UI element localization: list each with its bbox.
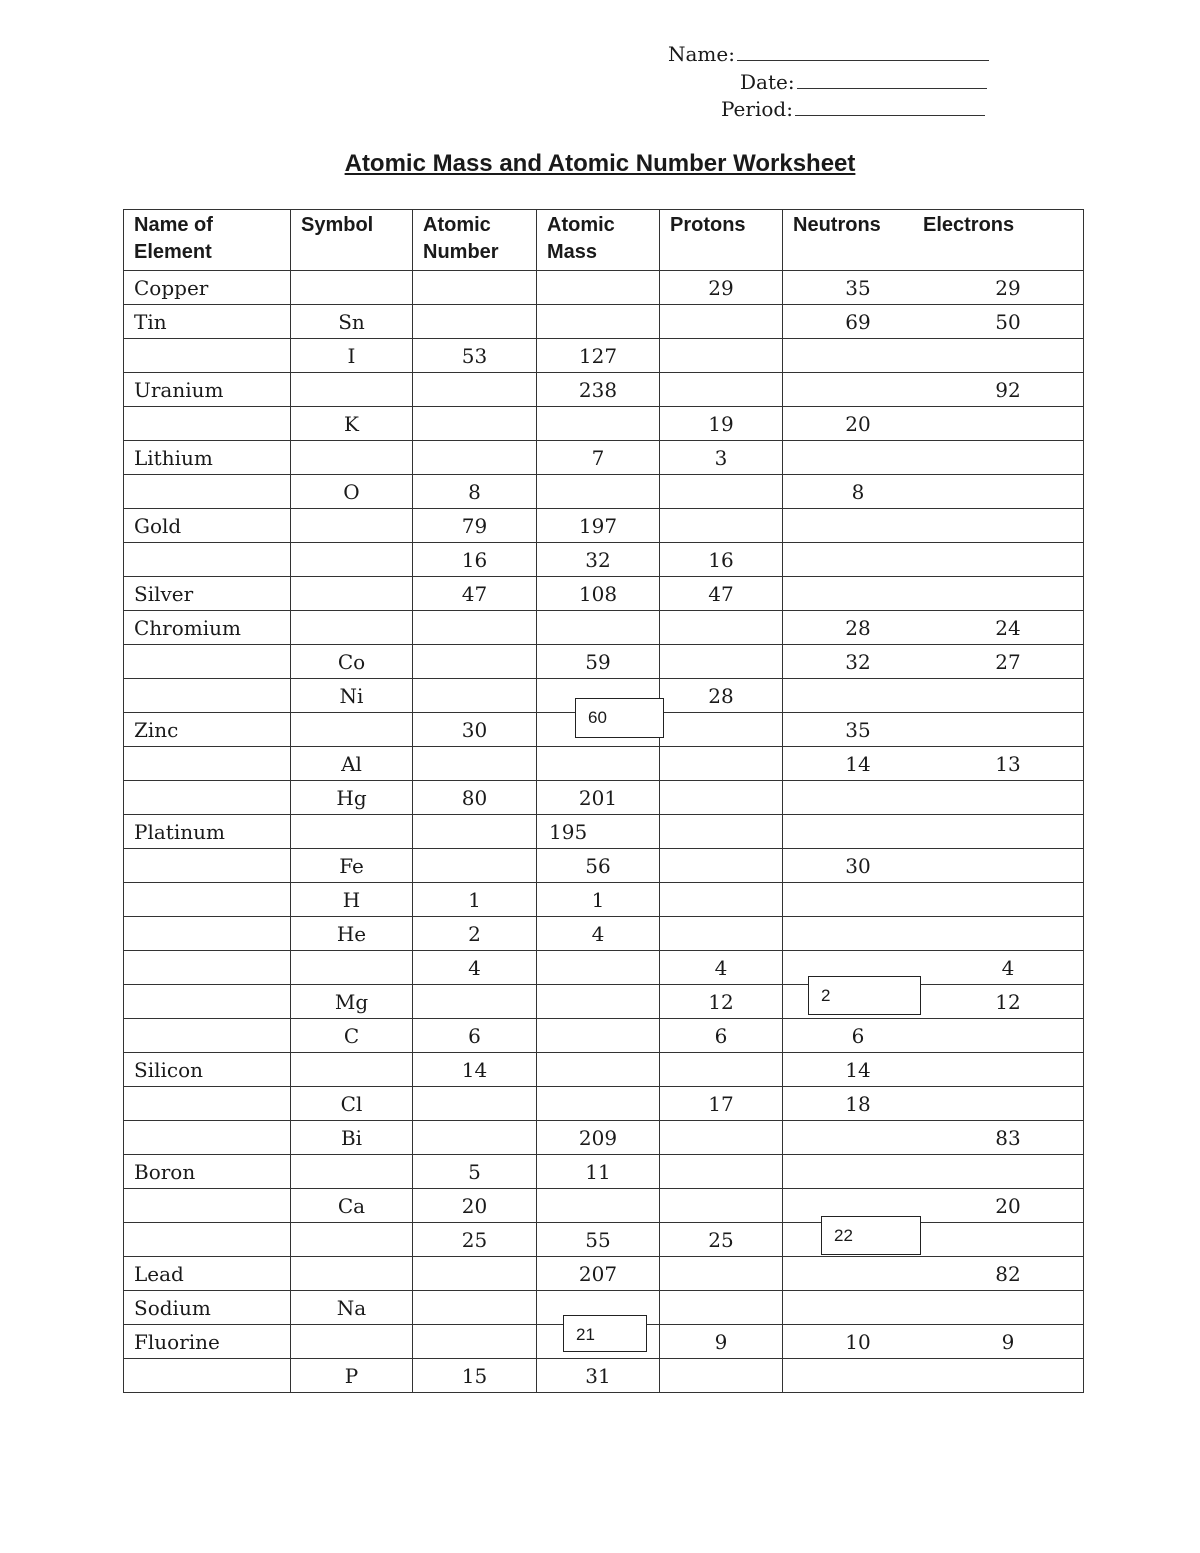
table-row [124,917,1084,951]
atomic-mass-cell[interactable]: 56 [537,849,660,883]
neutrons-electrons-cell[interactable] [783,781,1084,815]
symbol-cell[interactable]: Fe [291,849,413,883]
protons-cell[interactable] [660,815,783,849]
element-name-cell[interactable] [124,1189,291,1223]
neutrons-electrons-cell[interactable] [783,577,1084,611]
protons-cell[interactable]: 6 [660,1019,783,1053]
table-row [124,849,1084,883]
neutrons-electrons-cell[interactable] [783,305,1084,339]
atomic-mass-cell[interactable] [537,1189,660,1223]
neutrons-electrons-cell[interactable] [783,1121,1084,1155]
neutrons-value[interactable]: 14 [845,1057,871,1082]
atomic-mass-cell[interactable]: 7 [537,441,660,475]
element-name-cell[interactable] [124,645,291,679]
element-name-cell[interactable]: Boron [124,1155,291,1189]
page-title: Atomic Mass and Atomic Number Worksheet [344,150,856,177]
atomic-number-cell[interactable]: 8 [413,475,537,509]
table-row [124,407,1084,441]
neutrons-electrons-cell[interactable] [783,1359,1084,1393]
atomic-mass-cell[interactable]: 209 [537,1121,660,1155]
atomic-number-cell[interactable] [413,1087,537,1121]
atomic-number-cell[interactable] [413,1325,537,1359]
table-row [124,305,1084,339]
neutrons-electrons-cell[interactable] [783,883,1084,917]
col-header-neutrons: Neutrons [793,214,881,236]
protons-cell[interactable] [660,1257,783,1291]
table-row [124,985,1084,1019]
element-name-cell[interactable] [124,951,291,985]
protons-cell[interactable]: 19 [660,407,783,441]
table-header-row [124,210,1084,271]
element-name-cell[interactable]: Sodium [124,1291,291,1325]
symbol-cell[interactable]: Na [291,1291,413,1325]
atomic-number-cell[interactable]: 14 [413,1053,537,1087]
symbol-cell[interactable]: He [291,917,413,951]
table-row [124,747,1084,781]
atomic-mass-cell[interactable] [537,951,660,985]
protons-cell[interactable] [660,339,783,373]
neutrons-value[interactable]: 28 [845,615,871,640]
symbol-cell[interactable]: Co [291,645,413,679]
symbol-cell[interactable]: Hg [291,781,413,815]
symbol-cell[interactable] [291,611,413,645]
protons-cell[interactable] [660,305,783,339]
protons-cell[interactable]: 4 [660,951,783,985]
protons-cell[interactable] [660,1359,783,1393]
atomic-number-cell[interactable]: 25 [413,1223,537,1257]
atomic-number-cell[interactable]: 15 [413,1359,537,1393]
atomic-number-cell[interactable] [413,305,537,339]
neutrons-value[interactable]: 35 [845,717,871,742]
neutrons-electrons-cell[interactable] [783,1155,1084,1189]
atomic-number-cell[interactable]: 2 [413,917,537,951]
name-field[interactable] [668,42,989,66]
element-name-cell[interactable] [124,339,291,373]
symbol-cell[interactable] [291,1257,413,1291]
atomic-mass-cell[interactable]: 197 [537,509,660,543]
element-name-cell[interactable]: Lithium [124,441,291,475]
protons-cell[interactable] [660,1053,783,1087]
symbol-cell[interactable]: C [291,1019,413,1053]
col-header-neutrons-electrons [783,210,1084,271]
answer-box[interactable]: 22 [821,1216,921,1255]
protons-cell[interactable] [660,1291,783,1325]
atomic-number-cell[interactable] [413,271,537,305]
symbol-cell[interactable] [291,509,413,543]
atomic-mass-cell[interactable] [537,475,660,509]
element-name-cell[interactable]: Fluorine [124,1325,291,1359]
atomic-number-cell[interactable]: 1 [413,883,537,917]
element-name-cell[interactable]: Zinc [124,713,291,747]
date-label: Date: [740,70,795,94]
protons-cell[interactable]: 47 [660,577,783,611]
table-row [124,815,1084,849]
electrons-value[interactable]: 50 [995,309,1021,334]
answer-box[interactable]: 2 [808,976,921,1015]
name-blank[interactable] [737,42,989,61]
atomic-mass-cell[interactable]: 32 [537,543,660,577]
element-name-cell[interactable] [124,679,291,713]
symbol-cell[interactable]: I [291,339,413,373]
element-name-cell[interactable]: Copper [124,271,291,305]
atomic-number-cell[interactable] [413,645,537,679]
table-row [124,577,1084,611]
atomic-number-cell[interactable] [413,407,537,441]
electrons-value[interactable]: 29 [995,275,1021,300]
symbol-cell[interactable] [291,713,413,747]
neutrons-value[interactable]: 10 [845,1329,871,1354]
neutrons-value[interactable]: 18 [845,1091,871,1116]
atomic-number-cell[interactable]: 53 [413,339,537,373]
neutrons-value[interactable]: 30 [845,853,871,878]
table-row [124,373,1084,407]
protons-cell[interactable]: 16 [660,543,783,577]
protons-cell[interactable] [660,475,783,509]
period-field[interactable] [721,97,985,121]
atomic-mass-cell[interactable] [537,1019,660,1053]
symbol-cell[interactable] [291,1223,413,1257]
table-row [124,339,1084,373]
name-label: Name: [668,42,735,66]
electrons-value[interactable]: 92 [995,377,1021,402]
symbol-cell[interactable] [291,1325,413,1359]
protons-cell[interactable] [660,1189,783,1223]
protons-cell[interactable] [660,509,783,543]
element-name-cell[interactable] [124,407,291,441]
date-field[interactable] [740,70,987,94]
atomic-mass-cell[interactable] [537,305,660,339]
atomic-number-cell[interactable]: 80 [413,781,537,815]
col-header-name: Name of Element [124,210,291,271]
electrons-value[interactable]: 83 [995,1125,1021,1150]
atomic-mass-cell[interactable]: 238 [537,373,660,407]
symbol-cell[interactable] [291,441,413,475]
atomic-mass-cell[interactable]: 31 [537,1359,660,1393]
table-row [124,509,1084,543]
atomic-number-cell[interactable]: 79 [413,509,537,543]
table-row [124,1087,1084,1121]
atomic-mass-cell[interactable]: 1 [537,883,660,917]
atomic-number-cell[interactable] [413,1257,537,1291]
element-name-cell[interactable]: Chromium [124,611,291,645]
atomic-number-cell[interactable]: 16 [413,543,537,577]
protons-cell[interactable] [660,645,783,679]
symbol-cell[interactable] [291,373,413,407]
protons-cell[interactable] [660,849,783,883]
atomic-mass-cell[interactable] [537,985,660,1019]
table-row [124,1189,1084,1223]
element-name-cell[interactable]: Silver [124,577,291,611]
element-name-cell[interactable]: Silicon [124,1053,291,1087]
table-row [124,441,1084,475]
element-name-cell[interactable] [124,849,291,883]
atomic-mass-cell[interactable] [537,407,660,441]
symbol-cell[interactable]: Al [291,747,413,781]
table-row [124,1223,1084,1257]
neutrons-electrons-cell[interactable] [783,441,1084,475]
symbol-cell[interactable]: Bi [291,1121,413,1155]
protons-cell[interactable] [660,1155,783,1189]
table-row [124,543,1084,577]
atomic-number-cell[interactable]: 4 [413,951,537,985]
table-row [124,1121,1084,1155]
atomic-number-cell[interactable]: 47 [413,577,537,611]
protons-cell[interactable] [660,1121,783,1155]
protons-cell[interactable]: 29 [660,271,783,305]
element-name-cell[interactable] [124,543,291,577]
table-row [124,271,1084,305]
protons-cell[interactable]: 25 [660,1223,783,1257]
atomic-mass-cell[interactable]: 11 [537,1155,660,1189]
neutrons-value[interactable]: 32 [845,649,871,674]
element-name-cell[interactable] [124,917,291,951]
atomic-number-cell[interactable] [413,985,537,1019]
symbol-cell[interactable]: O [291,475,413,509]
neutrons-electrons-cell[interactable] [783,1019,1084,1053]
electrons-value[interactable]: 20 [995,1193,1021,1218]
element-name-cell[interactable] [124,475,291,509]
neutrons-electrons-cell[interactable] [783,271,1084,305]
col-header-symbol: Symbol [291,210,413,271]
worksheet-table [123,209,1084,1393]
neutrons-electrons-cell[interactable] [783,645,1084,679]
atomic-mass-cell[interactable] [537,611,660,645]
atomic-mass-cell[interactable] [537,1087,660,1121]
atomic-mass-cell[interactable]: 207 [537,1257,660,1291]
atomic-number-cell[interactable] [413,373,537,407]
electrons-value[interactable]: 82 [995,1261,1021,1286]
symbol-cell[interactable] [291,951,413,985]
element-name-cell[interactable]: Tin [124,305,291,339]
symbol-cell[interactable] [291,815,413,849]
col-header-atomic-mass: Atomic Mass [537,210,660,271]
atomic-number-cell[interactable] [413,747,537,781]
protons-cell[interactable]: 3 [660,441,783,475]
neutrons-electrons-cell[interactable] [783,917,1084,951]
atomic-number-cell[interactable]: 30 [413,713,537,747]
symbol-cell[interactable]: Ni [291,679,413,713]
atomic-mass-cell[interactable]: 127 [537,339,660,373]
neutrons-electrons-cell[interactable] [783,1325,1084,1359]
protons-cell[interactable] [660,373,783,407]
symbol-cell[interactable]: K [291,407,413,441]
atomic-mass-cell[interactable]: 55 [537,1223,660,1257]
atomic-number-cell[interactable] [413,1121,537,1155]
answer-box[interactable]: 21 [563,1315,647,1352]
symbol-cell[interactable]: Cl [291,1087,413,1121]
symbol-cell[interactable]: Ca [291,1189,413,1223]
neutrons-electrons-cell[interactable] [783,339,1084,373]
table-row [124,1257,1084,1291]
element-name-cell[interactable] [124,883,291,917]
protons-cell[interactable]: 9 [660,1325,783,1359]
element-name-cell[interactable] [124,1359,291,1393]
neutrons-electrons-cell[interactable] [783,1053,1084,1087]
neutrons-electrons-cell[interactable] [783,679,1084,713]
table-row [124,1053,1084,1087]
neutrons-value[interactable]: 8 [851,479,865,504]
electrons-value[interactable]: 13 [995,751,1021,776]
neutrons-electrons-cell[interactable] [783,747,1084,781]
neutrons-electrons-cell[interactable] [783,713,1084,747]
period-blank[interactable] [795,97,985,116]
neutrons-value[interactable]: 14 [845,751,871,776]
date-blank[interactable] [797,70,987,89]
table-row [124,475,1084,509]
neutrons-electrons-cell[interactable] [783,1087,1084,1121]
atomic-mass-cell[interactable]: 201 [537,781,660,815]
neutrons-electrons-cell[interactable] [783,1291,1084,1325]
protons-cell[interactable] [660,883,783,917]
protons-cell[interactable] [660,747,783,781]
element-name-cell[interactable] [124,1223,291,1257]
table-row [124,1155,1084,1189]
electrons-value[interactable]: 24 [995,615,1021,640]
neutrons-electrons-cell[interactable] [783,1257,1084,1291]
symbol-cell[interactable] [291,577,413,611]
element-name-cell[interactable] [124,1019,291,1053]
symbol-cell[interactable]: P [291,1359,413,1393]
protons-cell[interactable]: 28 [660,679,783,713]
period-label: Period: [721,97,793,121]
element-name-cell[interactable]: Uranium [124,373,291,407]
symbol-cell[interactable] [291,271,413,305]
neutrons-electrons-cell[interactable] [783,815,1084,849]
element-name-cell[interactable] [124,1121,291,1155]
neutrons-electrons-cell[interactable] [783,475,1084,509]
element-name-cell[interactable] [124,1087,291,1121]
element-name-cell[interactable]: Gold [124,509,291,543]
symbol-cell[interactable] [291,1053,413,1087]
element-name-cell[interactable] [124,781,291,815]
neutrons-electrons-cell[interactable] [783,407,1084,441]
atomic-number-cell[interactable] [413,679,537,713]
neutrons-value[interactable]: 6 [851,1023,865,1048]
atomic-number-cell[interactable]: 6 [413,1019,537,1053]
neutrons-electrons-cell[interactable] [783,849,1084,883]
protons-cell[interactable] [660,611,783,645]
table-row [124,645,1084,679]
atomic-mass-cell[interactable] [537,747,660,781]
atomic-number-cell[interactable] [413,849,537,883]
symbol-cell[interactable]: Sn [291,305,413,339]
neutrons-electrons-cell[interactable] [783,373,1084,407]
atomic-number-cell[interactable]: 20 [413,1189,537,1223]
atomic-mass-cell[interactable] [537,1053,660,1087]
protons-cell[interactable] [660,917,783,951]
element-name-cell[interactable]: Lead [124,1257,291,1291]
neutrons-electrons-cell[interactable] [783,611,1084,645]
neutrons-value[interactable]: 20 [845,411,871,436]
atomic-mass-cell[interactable]: 195 [537,815,660,849]
protons-cell[interactable]: 17 [660,1087,783,1121]
table-row [124,951,1084,985]
symbol-cell[interactable]: Mg [291,985,413,1019]
electrons-value[interactable]: 12 [995,989,1021,1014]
atomic-number-cell[interactable]: 5 [413,1155,537,1189]
col-header-electrons: Electrons [923,214,1015,236]
table-row [124,611,1084,645]
table-row [124,1359,1084,1393]
protons-cell[interactable] [660,713,783,747]
electrons-value[interactable]: 9 [1001,1329,1015,1354]
table-row [124,781,1084,815]
neutrons-electrons-cell[interactable] [783,509,1084,543]
atomic-mass-cell[interactable]: 4 [537,917,660,951]
atomic-mass-cell[interactable] [537,271,660,305]
col-header-atomic-number: Atomic Number [413,210,537,271]
neutrons-value[interactable]: 69 [845,309,871,334]
answer-box[interactable]: 60 [575,698,664,738]
neutrons-electrons-cell[interactable] [783,543,1084,577]
protons-cell[interactable] [660,781,783,815]
element-name-cell[interactable] [124,747,291,781]
atomic-number-cell[interactable] [413,441,537,475]
table-row [124,883,1084,917]
atomic-mass-cell[interactable]: 108 [537,577,660,611]
atomic-number-cell[interactable] [413,1291,537,1325]
element-name-cell[interactable] [124,985,291,1019]
symbol-cell[interactable]: H [291,883,413,917]
col-header-protons: Protons [660,210,783,271]
electrons-value[interactable]: 27 [995,649,1021,674]
protons-cell[interactable]: 12 [660,985,783,1019]
element-name-cell[interactable]: Platinum [124,815,291,849]
electrons-value[interactable]: 4 [1001,955,1015,980]
symbol-cell[interactable] [291,1155,413,1189]
atomic-number-cell[interactable] [413,611,537,645]
table-row [124,1019,1084,1053]
symbol-cell[interactable] [291,543,413,577]
neutrons-value[interactable]: 35 [845,275,871,300]
atomic-number-cell[interactable] [413,815,537,849]
atomic-mass-cell[interactable]: 59 [537,645,660,679]
